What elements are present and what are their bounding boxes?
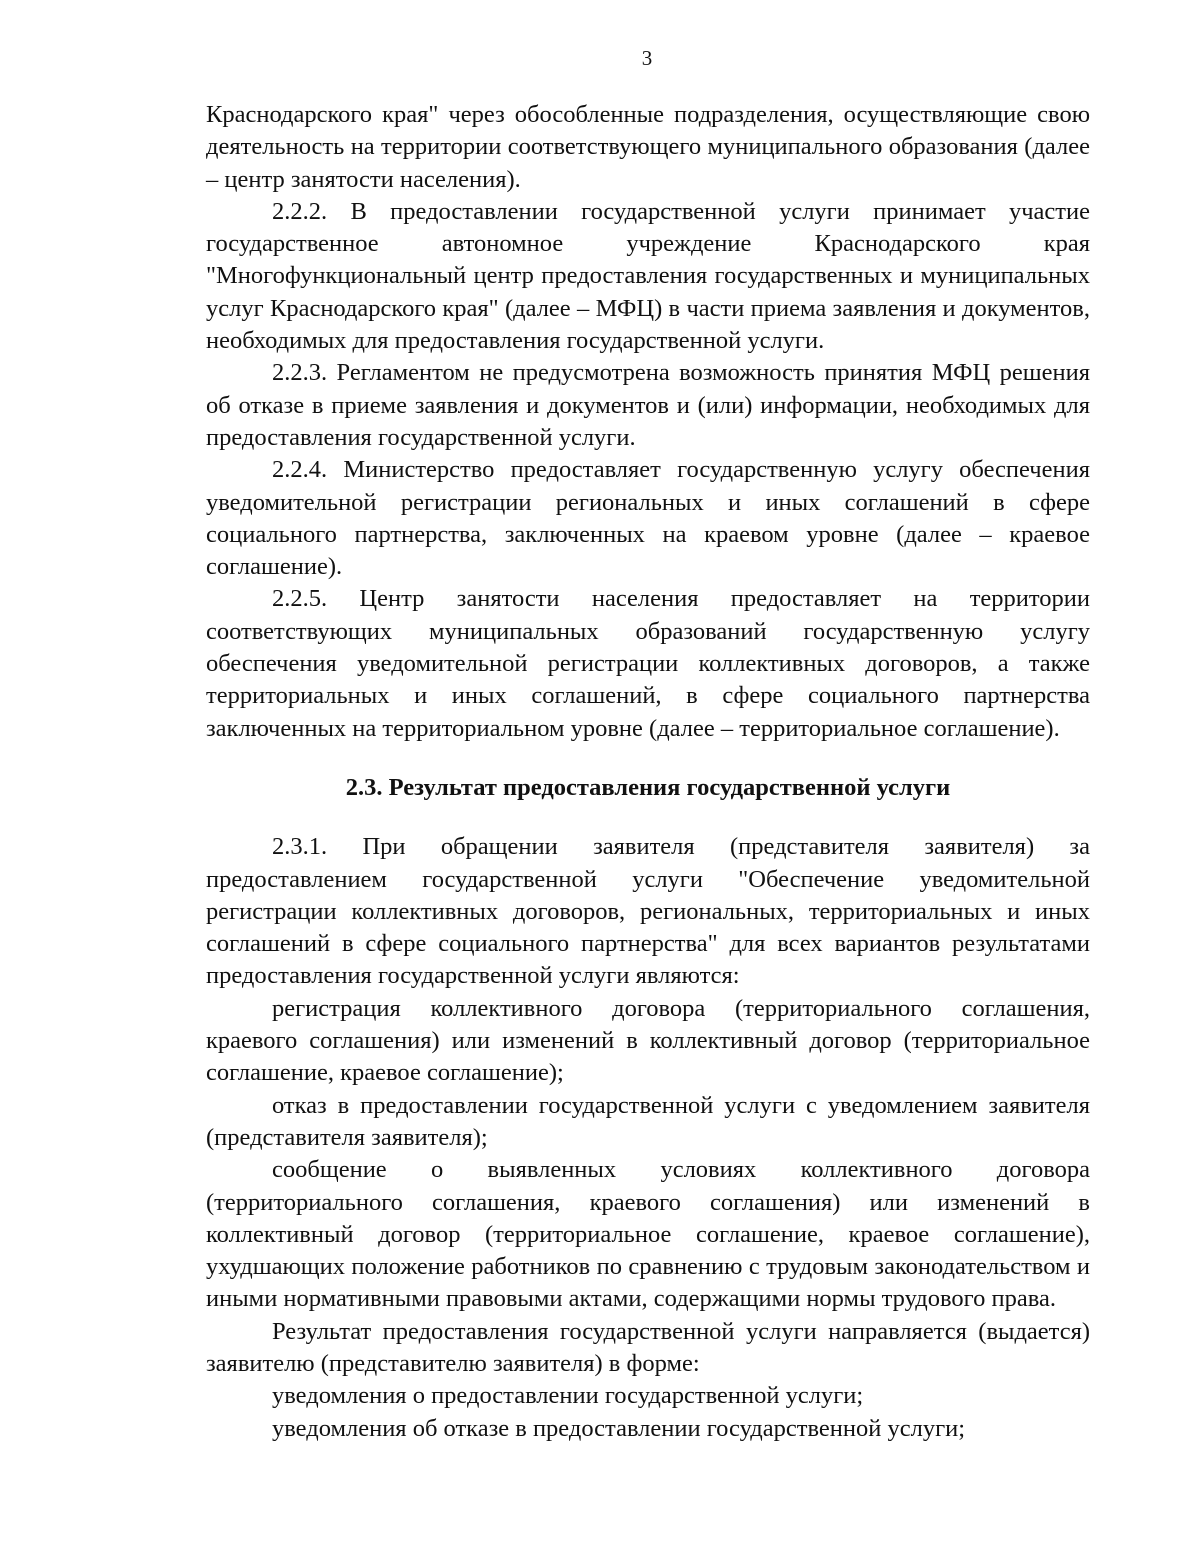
paragraph-2-2-3: 2.2.3. Регламентом не предусмотрена возможность принятия МФЦ решения об отказе в приеме заявления и документов и (или) информации, необходимых для предоставления государственной услуги. [206, 359, 1090, 451]
paragraph-2-2-2: 2.2.2. В предоставлении государственной услуги принимает участие государственное автономное учреждение Краснодарского края "Многофункциональный центр предоставления государственных и муниципальных услуг Краснодарского края" (далее – МФЦ) в части приема заявления и документов, необходимых для предоставления государственной услуги. [206, 197, 1090, 355]
result-item-refusal: отказ в предоставлении государственной услуги с уведомлением заявителя (представителя заявителя); [206, 1091, 1090, 1151]
paragraph-continuation: Краснодарского края" через обособленные подразделения, осуществляющие свою деятельность на территории соответствующего муниципального образования (далее – центр занятости населения). [206, 101, 1090, 193]
form-item-refusal-notice: уведомления об отказе в предоставлении государственной услуги; [272, 1414, 966, 1442]
section-heading: 2.3. Результат предоставления государственной услуги [345, 773, 951, 801]
document-body [206, 99, 1090, 1445]
page-number: 3 [641, 46, 653, 70]
paragraph-result-form: Результат предоставления государственной услуги направляется (выдается) заявителю (представителю заявителя) в форме: [206, 1317, 1090, 1377]
paragraph-2-3-1: 2.3.1. При обращении заявителя (представителя заявителя) за предоставлением государственной услуги "Обеспечение уведомительной регистрации коллективных договоров, региональных, территориальных и иных соглашений в сфере социального партнерства" для всех вариантов результатами предоставления государственной услуги являются: [206, 833, 1090, 990]
result-item-registration: регистрация коллективного договора (территориального соглашения, краевого соглашения) или изменений в коллективный договор (территориальное соглашение, краевое соглашение); [206, 994, 1090, 1087]
paragraph-2-2-4: 2.2.4. Министерство предоставляет государственную услугу обеспечения уведомительной регистрации региональных и иных соглашений в сфере социального партнерства, заключенных на краевом уровне (далее – краевое соглашение). [206, 456, 1090, 581]
paragraph-2-2-5: 2.2.5. Центр занятости населения предоставляет на территории соответствующих муниципальных образований государственную услугу обеспечения уведомительной регистрации коллективных договоров, а также территориальных и иных соглашений, в сфере социального партнерства заключенных на территориальном уровне (далее – территориальное соглашение). [206, 585, 1090, 742]
form-item-provision-notice: уведомления о предоставлении государственной услуги; [272, 1382, 864, 1410]
result-item-notice: сообщение о выявленных условиях коллективного договора (территориального соглашения, краевого соглашения) или изменений в коллективный договор (территориальное соглашение, краевое соглашение), ухудшающих положение работников по сравнению с трудовым законодательством и иными нормативными правовыми актами, содержащими нормы трудового права. [206, 1156, 1090, 1313]
